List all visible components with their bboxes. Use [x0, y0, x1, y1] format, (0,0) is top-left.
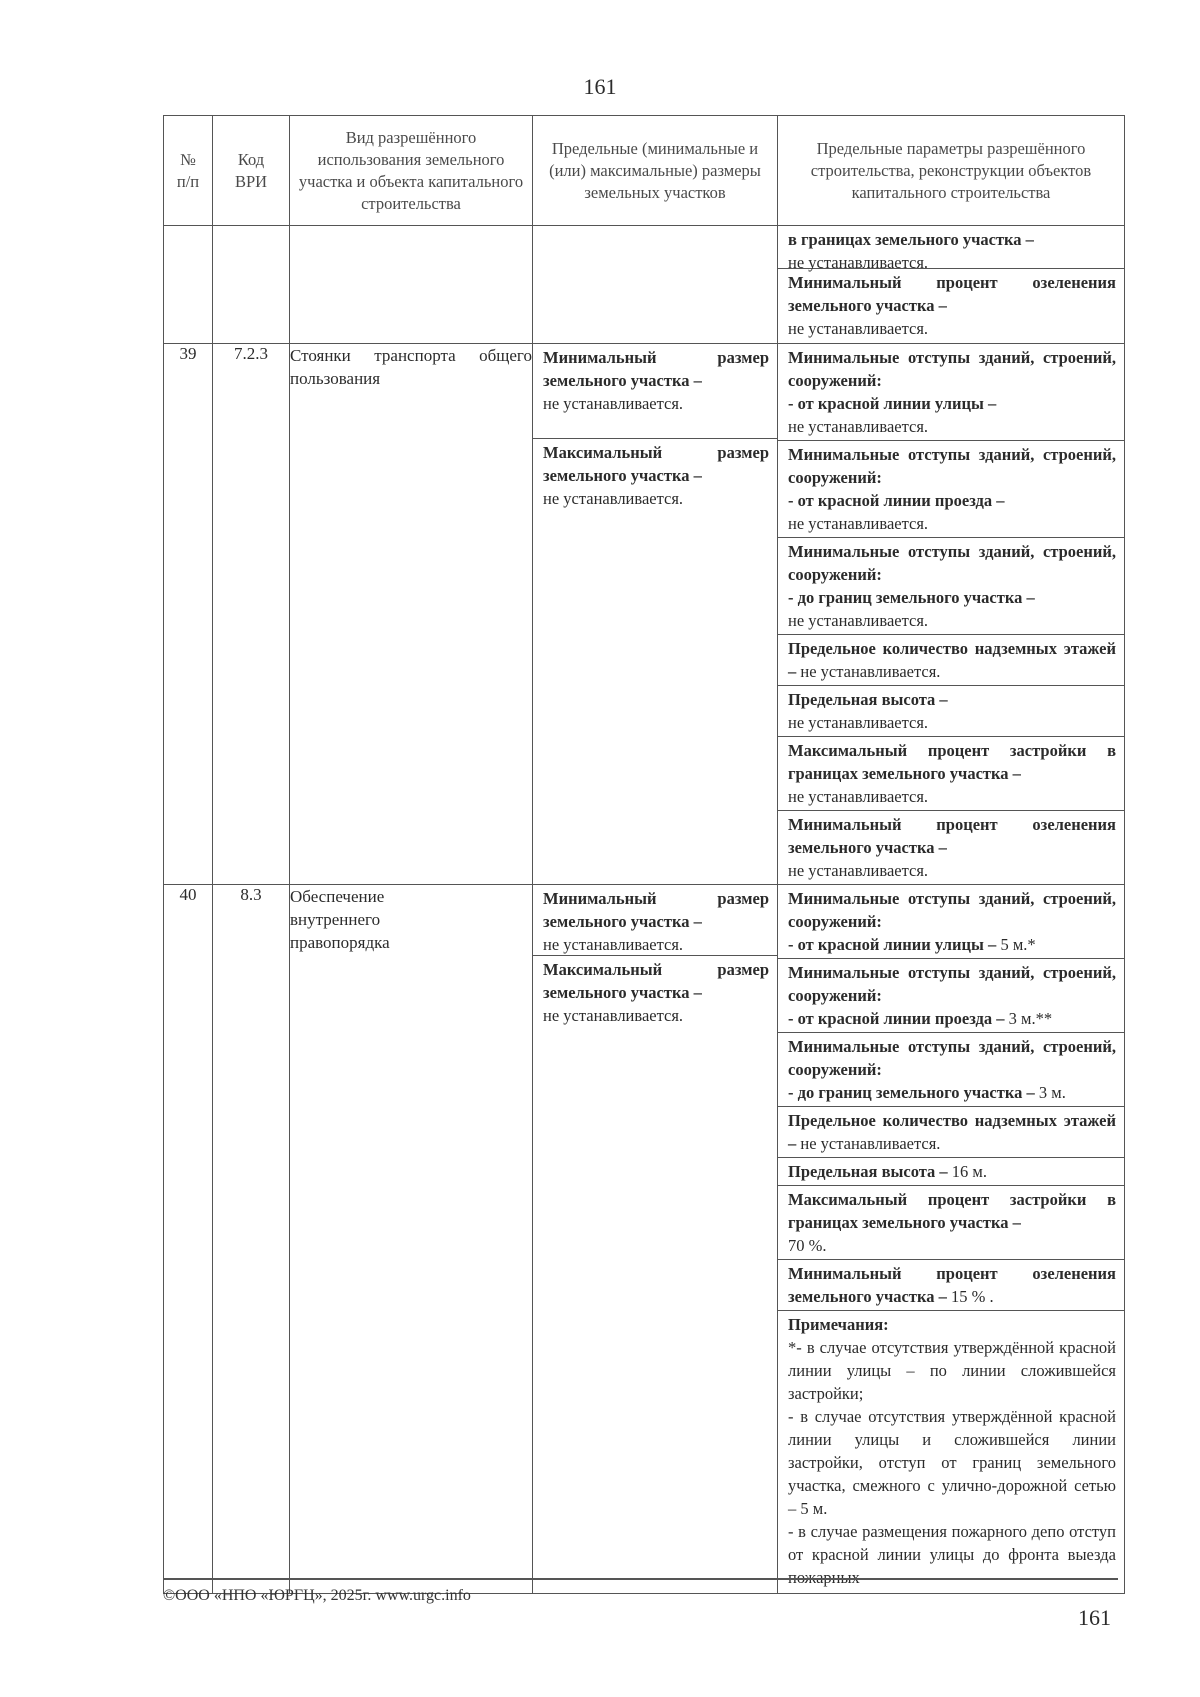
page-number-bottom: 161: [1078, 1605, 1111, 1630]
regulations-table: [163, 115, 1125, 1594]
table-row: [164, 344, 1125, 885]
param-entry: Минимальный процент озеленения земельного участка – 15 % .: [778, 1260, 1124, 1311]
cell-num: 39: [164, 344, 213, 885]
header-params: Предельные параметры разрешённого строительства, реконструкции объектов капитального строительства: [778, 116, 1125, 226]
cell-use: Стоянки транспорта общего пользования: [290, 344, 533, 885]
cell-size: [533, 226, 778, 344]
size-entry: Максимальный размер земельного участка – не устанавливается.: [543, 960, 769, 1025]
param-entry: Предельная высота – не устанавливается.: [778, 686, 1124, 737]
size-entry: Минимальный размер земельного участка – не устанавливается.: [533, 885, 777, 956]
notes-entry: [778, 1311, 1124, 1593]
cell-size: [533, 885, 778, 1594]
header-code: Код ВРИ: [213, 116, 290, 226]
table-row: [164, 226, 1125, 344]
param-entry: Минимальные отступы зданий, строений, сооружений: - до границ земельного участка – 3 м.: [778, 1033, 1124, 1107]
notes-title: Примечания:: [788, 1315, 889, 1334]
size-entry: Минимальный размер земельного участка – не устанавливается.: [533, 344, 777, 439]
cell-code: 7.2.3: [213, 344, 290, 885]
param-entry: Минимальный процент озеленения земельного участка – не устанавливается.: [788, 273, 1116, 338]
cell-use: Обеспечение внутреннего правопорядка: [290, 885, 533, 1594]
note-text: *- в случае отсутствия утверждённой красной линии улицы – по линии сложившейся застройки;: [788, 1338, 1116, 1403]
param-entry: Предельное количество надземных этажей – не устанавливается.: [778, 1107, 1124, 1158]
param-entry: Предельная высота – 16 м.: [778, 1158, 1124, 1186]
cell-params: [778, 226, 1125, 344]
page-number-top: 161: [583, 74, 617, 99]
param-entry: Минимальный процент озеленения земельного участка – не устанавливается.: [788, 815, 1116, 880]
param-entry: Минимальные отступы зданий, строений, сооружений: - от красной линии улицы – не устанавливается.: [778, 344, 1124, 441]
size-entry: Максимальный размер земельного участка – не устанавливается.: [543, 443, 769, 508]
table-header-row: [164, 116, 1125, 226]
header-num: № п/п: [164, 116, 213, 226]
param-entry: Минимальные отступы зданий, строений, сооружений: - от красной линии улицы – 5 м.*: [778, 885, 1124, 959]
cell-params: [778, 344, 1125, 885]
param-entry: Максимальный процент застройки в границах земельного участка – 70 %.: [778, 1186, 1124, 1260]
cell-size: [533, 344, 778, 885]
cell-params: [778, 885, 1125, 1594]
cell-num: [164, 226, 213, 344]
param-entry: Минимальные отступы зданий, строений, сооружений: - от красной линии проезда – не устанавливается.: [778, 441, 1124, 538]
table-row: [164, 885, 1125, 1594]
cell-use: [290, 226, 533, 344]
param-entry: Предельное количество надземных этажей – не устанавливается.: [778, 635, 1124, 686]
param-entry: Минимальные отступы зданий, строений, сооружений: - от красной линии проезда – 3 м.**: [778, 959, 1124, 1033]
header-size: Предельные (минимальные и (или) максимальные) размеры земельных участков: [533, 116, 778, 226]
cell-num: 40: [164, 885, 213, 1594]
cell-code: [213, 226, 290, 344]
cell-code: 8.3: [213, 885, 290, 1594]
param-entry: в границах земельного участка – не устанавливается.: [778, 226, 1124, 269]
footer-copyright: ©ООО «НПО «ЮРГЦ», 2025г. www.urgc.info: [163, 1587, 471, 1604]
footer-divider: [163, 1578, 1118, 1580]
param-entry: Минимальные отступы зданий, строений, сооружений: - до границ земельного участка – не устанавливается.: [778, 538, 1124, 635]
note-text: - в случае отсутствия утверждённой красной линии улицы и сложившейся линии застройки, отступ от границ земельного участка, смежного с улично-дорожной сетью – 5 м.: [788, 1407, 1116, 1518]
note-text: - в случае размещения пожарного депо отступ от красной линии улицы до фронта выезда: [788, 1522, 1116, 1564]
header-use: Вид разрешённого использования земельного участка и объекта капитального строительства: [290, 116, 533, 226]
param-entry: Максимальный процент застройки в границах земельного участка – не устанавливается.: [778, 737, 1124, 811]
